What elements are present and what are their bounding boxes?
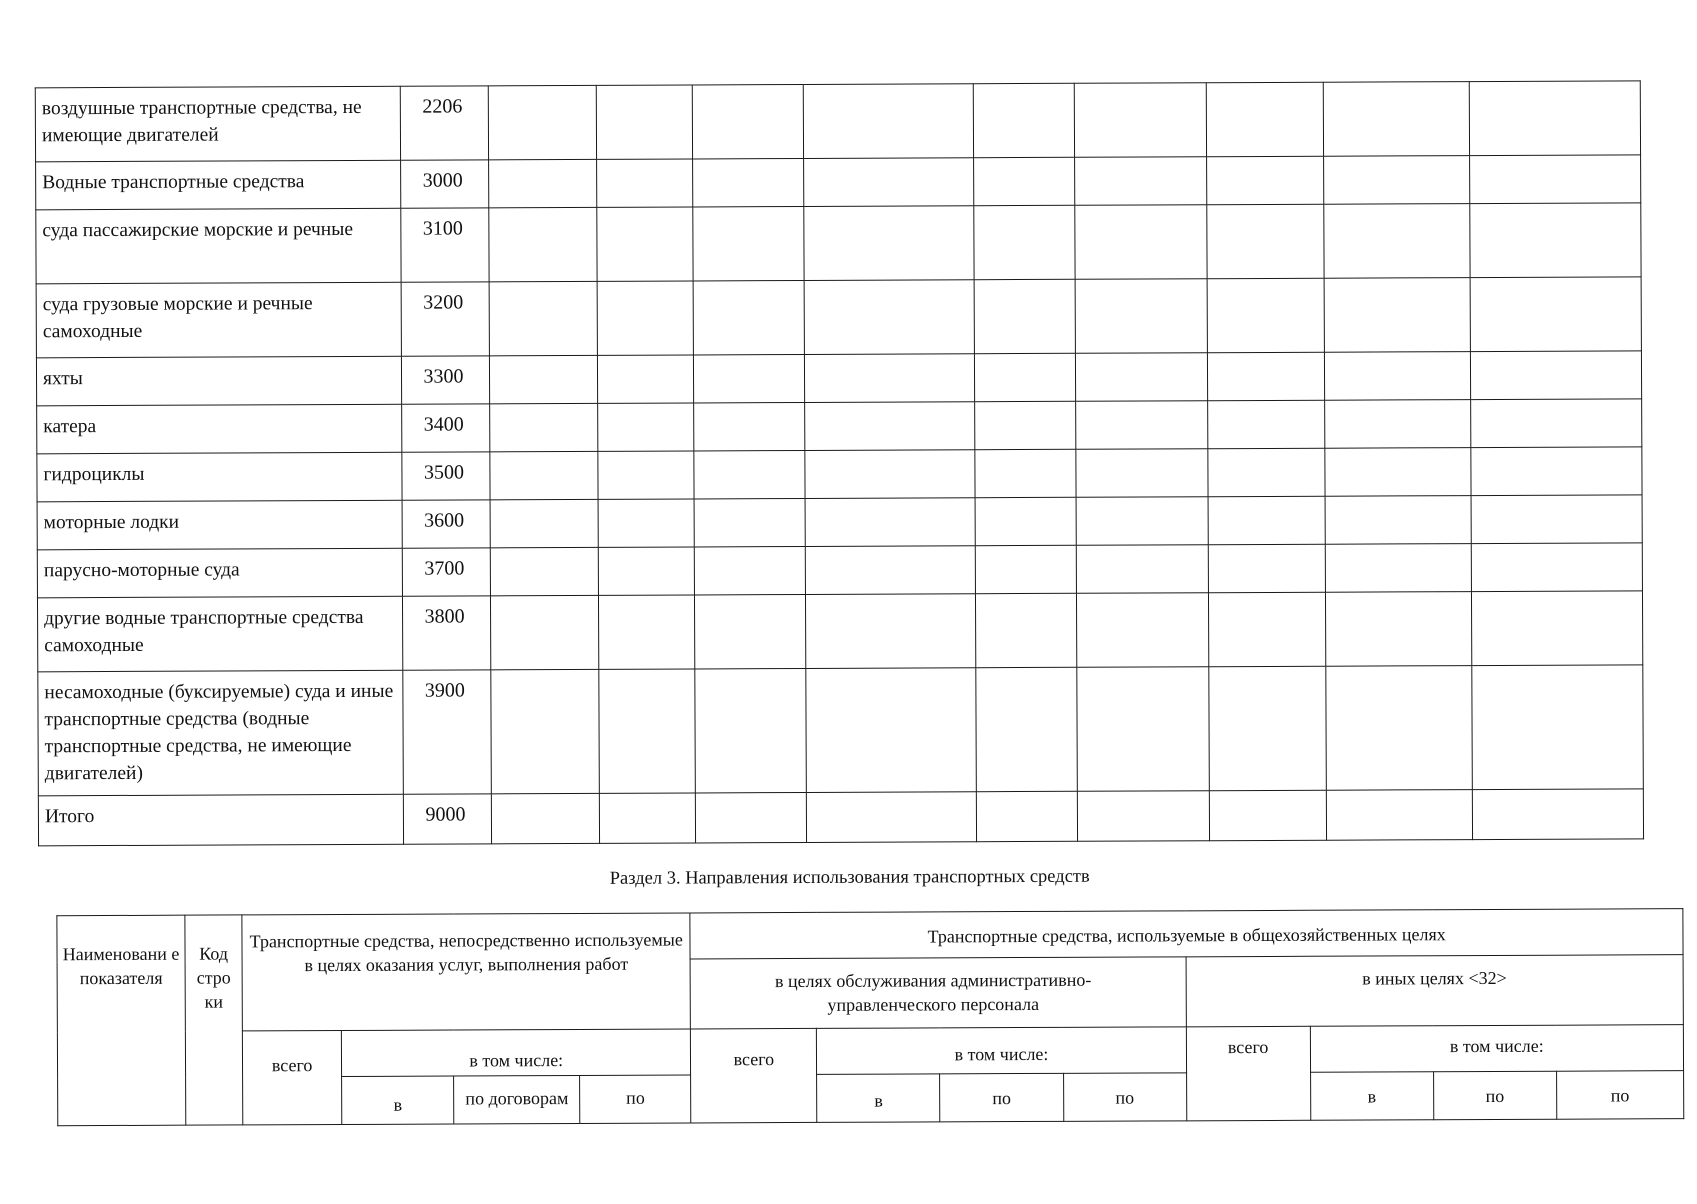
empty-cell bbox=[1470, 203, 1641, 278]
empty-cell bbox=[975, 497, 1076, 545]
transport-table bbox=[35, 80, 1644, 846]
header-sub-po: по bbox=[1556, 1071, 1683, 1120]
empty-cell bbox=[1471, 495, 1642, 544]
empty-cell bbox=[1325, 400, 1471, 449]
empty-cell bbox=[1077, 667, 1210, 792]
header-name: Наименовани е показателя bbox=[57, 915, 186, 1126]
empty-cell bbox=[491, 793, 599, 843]
empty-cell bbox=[596, 85, 692, 159]
empty-cell bbox=[1471, 543, 1642, 592]
empty-cell bbox=[805, 450, 975, 499]
empty-cell bbox=[489, 159, 597, 207]
empty-cell bbox=[806, 792, 976, 843]
row-code-3800: 3800 bbox=[402, 596, 490, 670]
row-name-3700: парусно-моторные суда bbox=[37, 548, 402, 598]
empty-cell bbox=[1470, 351, 1641, 400]
empty-cell bbox=[1325, 592, 1471, 667]
empty-cell bbox=[1076, 545, 1208, 594]
row-name-3200: суда грузовые морские и речные самоходные bbox=[36, 282, 401, 358]
empty-cell bbox=[1469, 81, 1640, 156]
empty-cell bbox=[695, 668, 807, 792]
empty-cell bbox=[803, 84, 973, 159]
empty-cell bbox=[1075, 353, 1207, 402]
empty-cell bbox=[490, 451, 598, 499]
table-row bbox=[37, 399, 1642, 454]
empty-cell bbox=[1207, 352, 1324, 401]
empty-cell bbox=[1324, 156, 1470, 205]
header-admin-staff: в целях обслуживания административно-управленческого персонала bbox=[690, 957, 1186, 1029]
empty-cell bbox=[695, 792, 806, 842]
empty-cell bbox=[804, 354, 974, 403]
empty-cell bbox=[692, 84, 803, 158]
section-title: Раздел 3. Направления использования транспортных средств bbox=[609, 866, 1090, 889]
empty-cell bbox=[1077, 791, 1209, 842]
empty-cell bbox=[1206, 82, 1323, 157]
row-name-3300: яхты bbox=[36, 356, 401, 406]
empty-cell bbox=[805, 498, 975, 547]
empty-cell bbox=[974, 157, 1075, 205]
empty-cell bbox=[694, 498, 805, 546]
header-code: Код стро ки bbox=[185, 915, 243, 1125]
empty-cell bbox=[489, 207, 597, 281]
header-total: всего bbox=[1186, 1026, 1310, 1121]
empty-cell bbox=[805, 546, 975, 595]
empty-cell bbox=[975, 545, 1076, 593]
row-code-3000: 3000 bbox=[401, 160, 489, 208]
empty-cell bbox=[598, 451, 694, 499]
empty-cell bbox=[1324, 352, 1470, 401]
row-name-3900: несамоходные (буксируемые) суда и иные транспортные средства (водные транспортные средства, не имеющие двигателей) bbox=[38, 670, 404, 796]
empty-cell bbox=[693, 158, 804, 206]
empty-cell bbox=[1326, 790, 1472, 841]
header-sub-v: в bbox=[1310, 1072, 1433, 1121]
table-row bbox=[36, 155, 1641, 210]
header-including: в том числе: bbox=[342, 1029, 691, 1077]
header-direct-use: Транспортные средства, непосредственно используемые в целях оказания услуг, выполнения работ bbox=[242, 913, 691, 1031]
empty-cell bbox=[1471, 591, 1642, 666]
table-row bbox=[36, 351, 1641, 406]
empty-cell bbox=[1209, 790, 1326, 841]
header-general-use: Транспортные средства, используемые в общехозяйственных целях bbox=[690, 909, 1683, 959]
empty-cell bbox=[598, 595, 694, 669]
empty-cell bbox=[693, 206, 804, 280]
header-total: всего bbox=[691, 1028, 817, 1123]
empty-cell bbox=[598, 547, 694, 595]
empty-cell bbox=[597, 355, 693, 403]
empty-cell bbox=[1470, 277, 1641, 352]
empty-cell bbox=[1208, 496, 1325, 545]
empty-cell bbox=[693, 280, 804, 354]
empty-cell bbox=[1075, 157, 1207, 206]
empty-cell bbox=[1076, 401, 1208, 450]
empty-cell bbox=[1471, 447, 1642, 496]
table-row bbox=[37, 447, 1642, 502]
row-code-3900: 3900 bbox=[403, 670, 492, 794]
row-name-2206: воздушные транспортные средства, не имеющие двигателей bbox=[35, 86, 400, 162]
table-row bbox=[36, 203, 1641, 284]
empty-cell bbox=[599, 669, 696, 793]
empty-cell bbox=[694, 546, 805, 594]
empty-cell bbox=[975, 593, 1076, 667]
empty-cell bbox=[599, 793, 695, 843]
row-code-3400: 3400 bbox=[402, 404, 490, 452]
empty-cell bbox=[598, 403, 694, 451]
header-sub-po: по bbox=[580, 1075, 691, 1123]
empty-cell bbox=[1325, 544, 1471, 593]
header-sub-po: по bbox=[940, 1073, 1063, 1122]
header-including: в том числе: bbox=[817, 1027, 1186, 1075]
empty-cell bbox=[1325, 496, 1471, 545]
empty-cell bbox=[1326, 666, 1473, 791]
empty-cell bbox=[1323, 82, 1469, 157]
empty-cell bbox=[1076, 593, 1208, 668]
empty-cell bbox=[805, 402, 975, 451]
row-name-3800: другие водные транспортные средства самоходные bbox=[37, 596, 402, 672]
empty-cell bbox=[1325, 448, 1471, 497]
row-name-3400: катера bbox=[37, 404, 402, 454]
empty-cell bbox=[1472, 789, 1643, 840]
empty-cell bbox=[806, 668, 977, 793]
usage-directions-table bbox=[56, 908, 1684, 1126]
empty-cell bbox=[1076, 497, 1208, 546]
table-row bbox=[37, 543, 1642, 598]
empty-cell bbox=[975, 401, 1076, 449]
empty-cell bbox=[488, 85, 596, 159]
empty-cell bbox=[1471, 399, 1642, 448]
empty-cell bbox=[973, 83, 1074, 157]
empty-cell bbox=[1207, 204, 1324, 279]
empty-cell bbox=[1208, 400, 1325, 449]
row-code-3500: 3500 bbox=[402, 452, 490, 500]
empty-cell bbox=[490, 595, 598, 669]
table-row bbox=[37, 591, 1642, 672]
empty-cell bbox=[804, 158, 974, 207]
table-row bbox=[38, 665, 1644, 796]
empty-cell bbox=[974, 353, 1075, 401]
empty-cell bbox=[490, 547, 598, 595]
empty-cell bbox=[1207, 278, 1324, 353]
row-code-2206: 2206 bbox=[400, 86, 488, 160]
empty-cell bbox=[1208, 448, 1325, 497]
empty-cell bbox=[597, 281, 693, 355]
table-row bbox=[38, 789, 1643, 846]
row-name-9000: Итого bbox=[38, 794, 403, 846]
empty-cell bbox=[1209, 666, 1327, 791]
empty-cell bbox=[1075, 205, 1207, 280]
row-code-3300: 3300 bbox=[401, 356, 489, 404]
row-name-3500: гидроциклы bbox=[37, 452, 402, 502]
empty-cell bbox=[694, 594, 805, 668]
empty-cell bbox=[805, 594, 975, 669]
empty-cell bbox=[1470, 155, 1641, 204]
header-including: в том числе: bbox=[1310, 1025, 1684, 1073]
empty-cell bbox=[597, 159, 693, 207]
empty-cell bbox=[490, 403, 598, 451]
empty-cell bbox=[490, 499, 598, 547]
header-sub-po: по bbox=[1063, 1073, 1186, 1122]
empty-cell bbox=[804, 280, 974, 355]
empty-cell bbox=[1324, 204, 1470, 279]
empty-cell bbox=[694, 450, 805, 498]
empty-cell bbox=[491, 669, 600, 793]
empty-cell bbox=[976, 791, 1077, 841]
empty-cell bbox=[1208, 544, 1325, 593]
empty-cell bbox=[489, 355, 597, 403]
empty-cell bbox=[694, 402, 805, 450]
row-code-3600: 3600 bbox=[402, 500, 490, 548]
header-sub-po: по bbox=[1433, 1071, 1556, 1120]
empty-cell bbox=[1075, 279, 1207, 354]
row-name-3600: моторные лодки bbox=[37, 500, 402, 550]
header-sub-v: в bbox=[342, 1076, 454, 1124]
empty-cell bbox=[1472, 665, 1644, 790]
header-sub-v: в bbox=[817, 1074, 940, 1123]
empty-cell bbox=[598, 499, 694, 547]
header-sub-contracts: по договорам bbox=[454, 1075, 580, 1124]
empty-cell bbox=[1074, 83, 1206, 158]
header-other-purposes: в иных целях <32> bbox=[1186, 955, 1684, 1027]
empty-cell bbox=[489, 281, 597, 355]
row-code-3100: 3100 bbox=[401, 208, 489, 282]
empty-cell bbox=[974, 279, 1075, 353]
header-total: всего bbox=[242, 1031, 341, 1125]
empty-cell bbox=[804, 206, 974, 281]
empty-cell bbox=[1324, 278, 1470, 353]
empty-cell bbox=[597, 207, 693, 281]
empty-cell bbox=[974, 205, 1075, 279]
empty-cell bbox=[1076, 449, 1208, 498]
empty-cell bbox=[976, 667, 1078, 791]
table-row bbox=[35, 81, 1640, 162]
empty-cell bbox=[693, 354, 804, 402]
empty-cell bbox=[975, 449, 1076, 497]
table-row bbox=[37, 495, 1642, 550]
empty-cell bbox=[1207, 156, 1324, 205]
row-code-3700: 3700 bbox=[402, 548, 490, 596]
empty-cell bbox=[1208, 592, 1325, 667]
row-code-3200: 3200 bbox=[401, 282, 489, 356]
table-row bbox=[36, 277, 1641, 358]
row-name-3100: суда пассажирские морские и речные bbox=[36, 208, 401, 284]
row-code-9000: 9000 bbox=[403, 794, 491, 844]
row-name-3000: Водные транспортные средства bbox=[36, 160, 401, 210]
